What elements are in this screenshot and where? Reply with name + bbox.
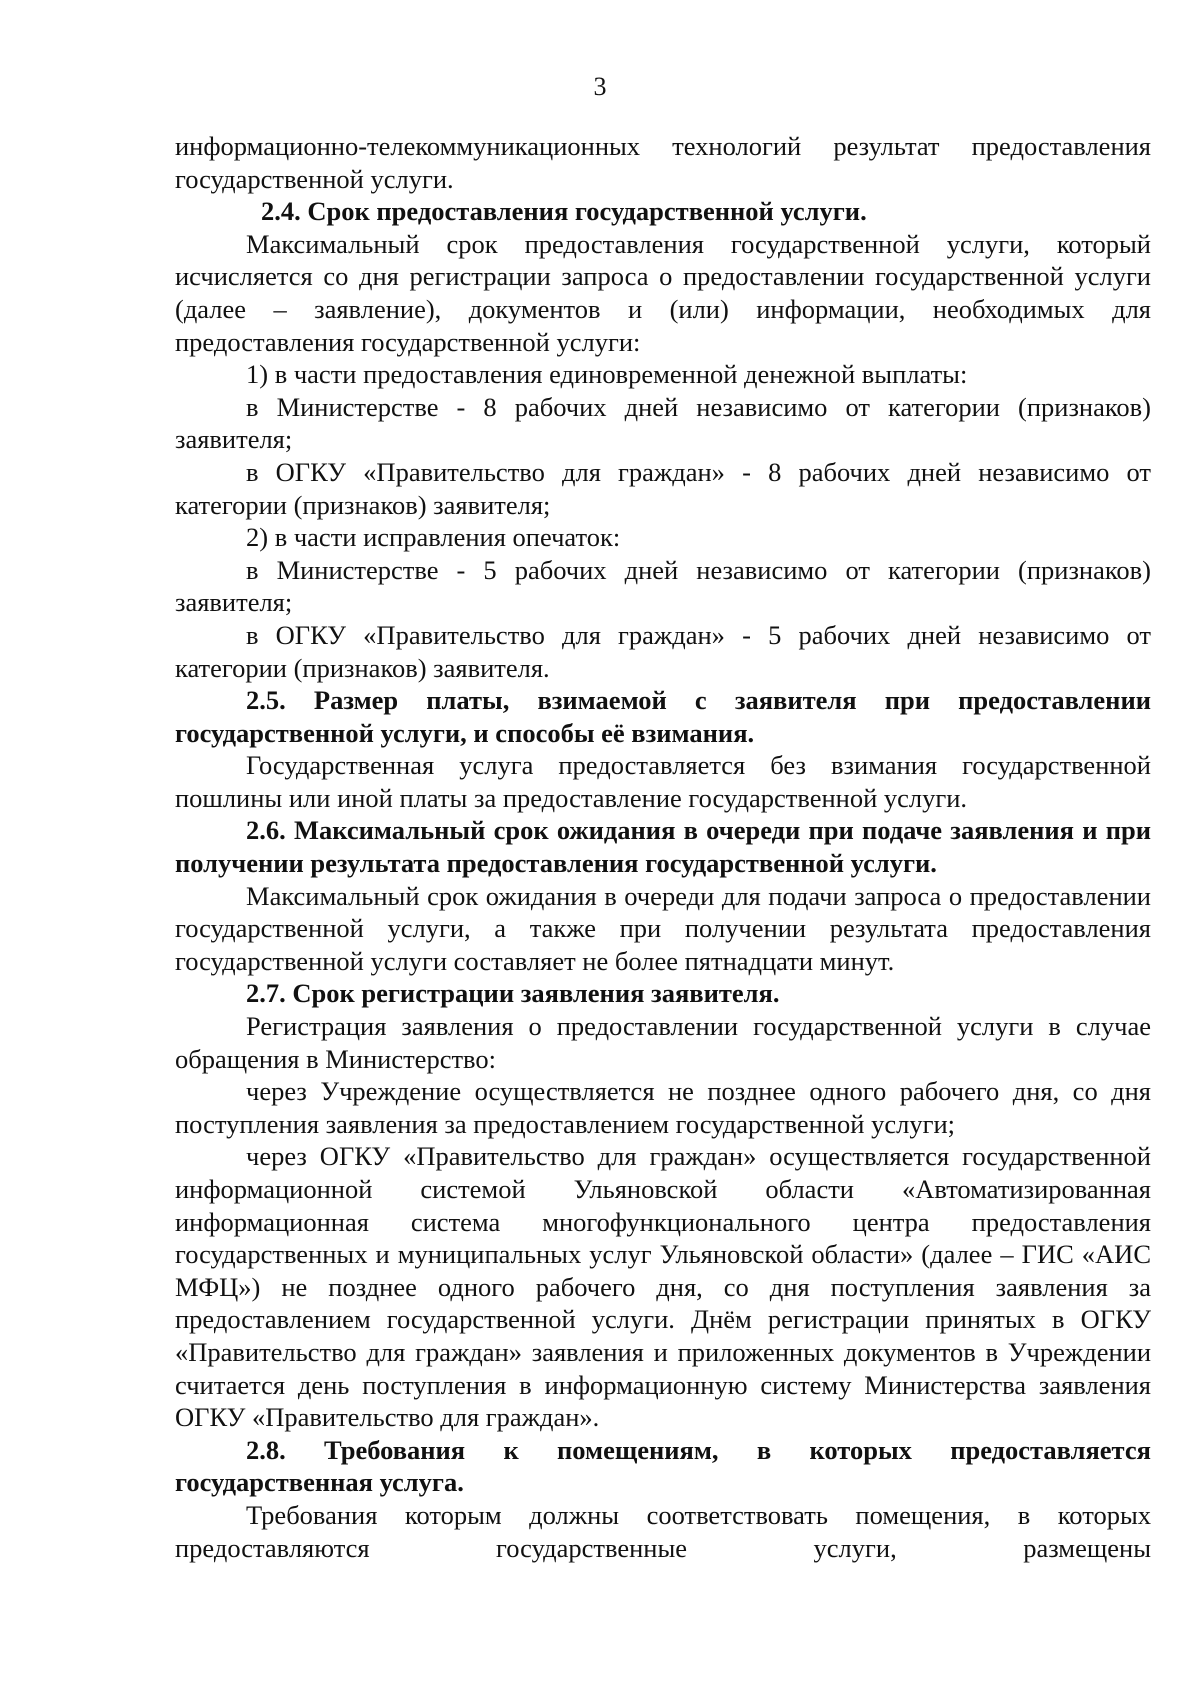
paragraph: через Учреждение осуществляется не позднее одного рабочего дня, со дня поступления заявления за предоставлением государственной услуги; — [175, 1076, 1151, 1139]
list-item: в Министерстве - 8 рабочих дней независимо от категории (признаков) заявителя; — [175, 391, 1151, 455]
paragraph: Максимальный срок ожидания в очереди для подачи запроса о предоставлении государственной услуги, а также при получении результата предоставления государственной услуги составляет не более пятнадцати минут. — [175, 880, 1151, 976]
document-body — [175, 130, 1151, 1564]
paragraph: Требования которым должны соответствовать помещения, в которых предоставляются государственные услуги, размещены — [175, 1499, 1151, 1563]
paragraph: Максимальный срок предоставления государственной услуги, который исчисляется со дня регистрации запроса о предоставлении государственной услуги (далее – заявление), документов и (или) информации, необходимых для предоставления государственной услуги: — [175, 228, 1151, 357]
list-item: в Министерстве - 5 рабочих дней независимо от категории (признаков) заявителя; — [175, 554, 1151, 618]
page-number: 3 — [593, 72, 607, 101]
section-heading-2-8: 2.8. Требования к помещениям, в которых предоставляется государственная услуга. — [175, 1434, 1151, 1498]
list-item: 1) в части предоставления единовременной денежной выплаты: — [246, 359, 968, 390]
list-item: в ОГКУ «Правительство для граждан» - 5 рабочих дней независимо от категории (признаков) заявителя. — [175, 619, 1151, 683]
paragraph: Регистрация заявления о предоставлении государственной услуги в случае обращения в Министерство: — [175, 1011, 1151, 1074]
section-heading-2-4: 2.4. Срок предоставления государственной услуги. — [261, 196, 867, 227]
paragraph-continuation: информационно-телекоммуникационных технологий результат предоставления государственной услуги. — [175, 131, 1151, 194]
list-item: 2) в части исправления опечаток: — [246, 522, 621, 553]
section-heading-2-5: 2.5. Размер платы, взимаемой с заявителя при предоставлении государственной услуги, и способы её взимания. — [175, 685, 1151, 748]
paragraph: через ОГКУ «Правительство для граждан» осуществляется государственной информационной системой Ульяновской области «Автоматизированная информационная система многофункционального центра предоставления государственных и муниципальных услуг Ульяновской области» (далее – ГИС «АИС МФЦ») не позднее одного рабочего дня, со дня поступления заявления за предоставлением государственной услуги. Днём регистрации принятых в ОГКУ «Правительство для граждан» заявления и приложенных документов в Учреждении считается день поступления в информационную систему Министерства заявления ОГКУ «Правительство для граждан». — [175, 1141, 1151, 1433]
paragraph: Государственная услуга предоставляется без взимания государственной пошлины или иной платы за предоставление государственной услуги. — [175, 750, 1151, 813]
section-heading-2-7: 2.7. Срок регистрации заявления заявителя. — [246, 978, 780, 1009]
section-heading-2-6: 2.6. Максимальный срок ожидания в очереди при подаче заявления и при получении результата предоставления государственной услуги. — [175, 815, 1151, 879]
list-item: в ОГКУ «Правительство для граждан» - 8 рабочих дней независимо от категории (признаков) заявителя; — [175, 456, 1151, 520]
